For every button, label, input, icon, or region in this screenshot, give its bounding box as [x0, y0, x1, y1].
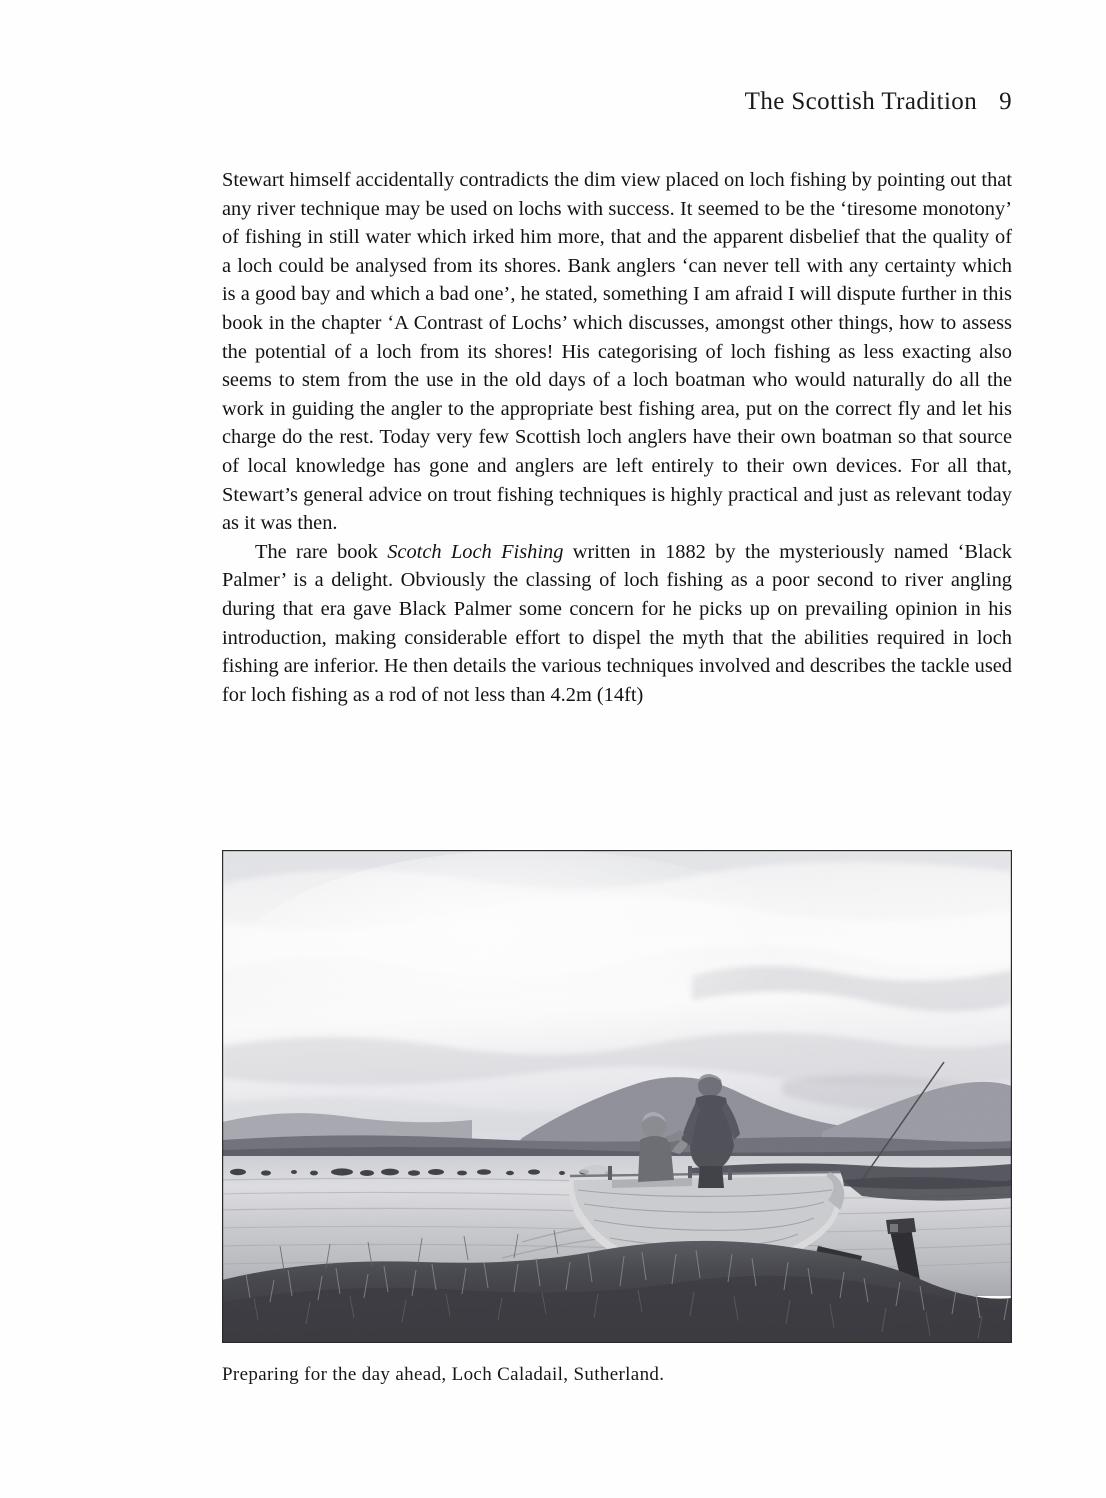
loch-photograph-svg	[222, 850, 1012, 1343]
book-title-scotch-loch-fishing: Scotch Loch Fishing	[387, 540, 564, 563]
loch-photograph	[222, 850, 1012, 1343]
page-number: 9	[999, 88, 1012, 115]
paragraph-2	[222, 538, 1012, 710]
paragraph-2-lead-in: The rare book	[255, 540, 388, 563]
figure-caption: Preparing for the day ahead, Loch Caladail, Sutherland.	[222, 1364, 665, 1385]
paragraph-2-remainder: written in 1882 by the mysteriously named ‘Black Palmer’ is a delight. Obviously the classing of loch fishing as a poor second to river angling during that era gave Black Palmer some concern for he picks up on prevailing opinion in his introduction, making considerable effort to dispel the myth that the abilities required in loch fishing are inferior. He then details the various techniques involved and describes the tackle used for loch fishing as a rod of not less than 4.2m (14ft)	[222, 540, 1012, 706]
body-text-column	[222, 166, 1012, 709]
running-head-title: The Scottish Tradition	[744, 88, 978, 115]
paragraph-1: Stewart himself accidentally contradicts the dim view placed on loch fishing by pointing out that any river technique may be used on lochs with success. It seemed to be the ‘tiresome monotony’ of fishing in still water which irked him more, that and the apparent disbelief that the quality of a loch could be analysed from its shores. Bank anglers ‘can never tell with any certainty which is a good bay and which a bad one’, he stated, something I am afraid I will dispute further in this book in the chapter ‘A Contrast of Lochs’ which discusses, amongst other things, how to assess the potential of a loch from its shores! His categorising of loch fishing as less exacting also seems to stem from the use in the old days of a loch boatman who would naturally do all the work in guiding the angler to the appropriate best fishing area, put on the correct fly and let his charge do the rest. Today very few Scottish loch anglers have their own boatman so that source of local knowledge has gone and anglers are left entirely to their own devices. For all that, Stewart’s general advice on trout fishing techniques is highly practical and just as relevant today as it was then.	[222, 169, 1012, 535]
running-head	[222, 88, 1012, 116]
film-grain	[222, 850, 1012, 1343]
